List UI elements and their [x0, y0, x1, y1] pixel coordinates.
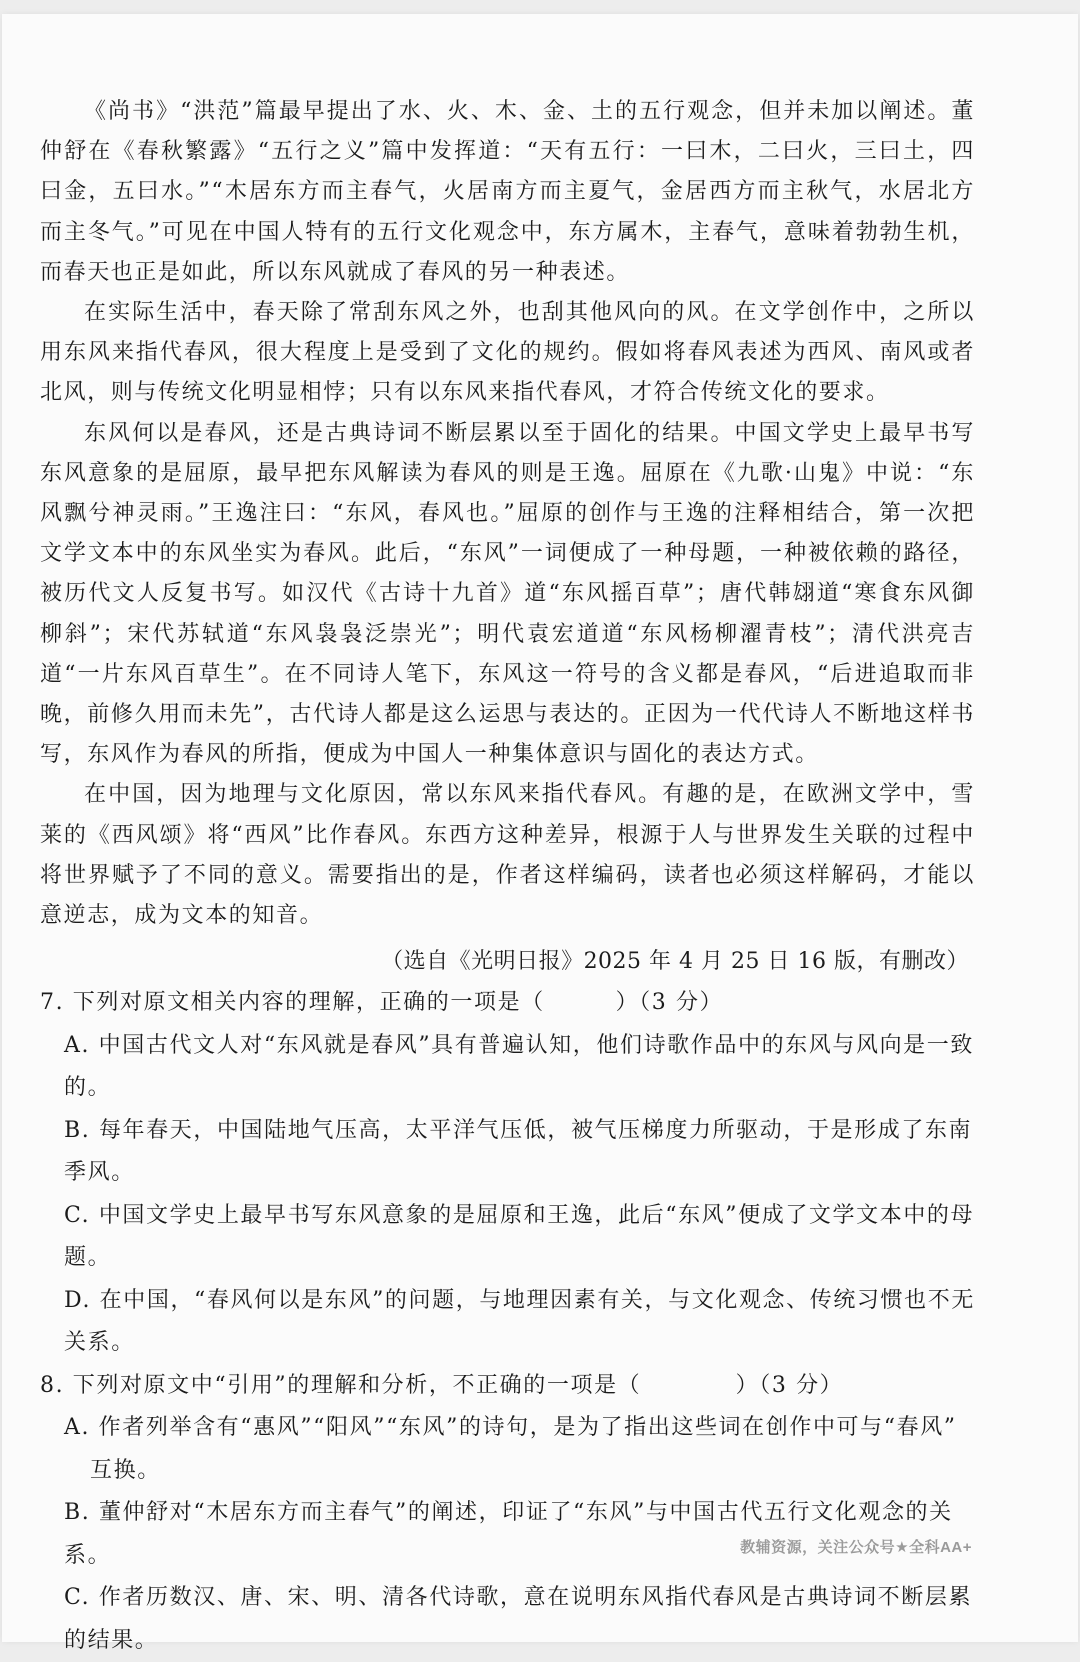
question-7-option-c[interactable]: C. 中国文学史上最早书写东风意象的是屈原和王逸，此后“东风”便成了文学文本中的母题。 — [64, 1202, 975, 1271]
passage-paragraph-4: 在中国，因为地理与文化原因，常以东风来指代春风。有趣的是，在欧洲文学中，雪莱的《西风颂》将“西风”比作春风。东西方这种差异，根源于人与世界发生关联的过程中将世界赋予了不同的意义。需要指出的是，作者这样编码，读者也必须这样解码，才能以意逆志，成为文本的知音。 — [40, 782, 975, 929]
watermark-text: 教辅资源，关注公众号★全科AA+ — [740, 1539, 972, 1556]
question-8-stem: 8. 下列对原文中“引用”的理解和分析，不正确的一项是（ ）（3 分） — [40, 1372, 844, 1398]
question-7 — [40, 982, 975, 1365]
reading-passage — [40, 92, 975, 982]
exam-page — [2, 14, 1078, 1653]
passage-paragraph-2: 在实际生活中，春天除了常刮东风之外，也刮其他风向的风。在文学创作中，之所以用东风来指代春风，很大程度上是受到了文化的规约。假如将春风表述为西风、南风或者北风，则与传统文化明显相悖；只有以东风来指代春风，才符合传统文化的要求。 — [40, 300, 975, 406]
question-8-option-c[interactable]: C. 作者历数汉、唐、宋、明、清各代诗歌，意在说明东风指代春风是古典诗词不断层累的结果。 — [64, 1585, 973, 1653]
question-7-option-b[interactable]: B. 每年春天，中国陆地气压高，太平洋气压低，被气压梯度力所驱动，于是形成了东南季风。 — [64, 1117, 973, 1186]
page-content — [40, 92, 975, 1662]
question-8-option-b[interactable]: B. 董仲舒对“木居东方而主春气”的阐述，印证了“东风”与中国古代五行文化观念的关系。 — [64, 1500, 953, 1568]
passage-paragraph-3: 东风何以是春风，还是古典诗词不断层累以至于固化的结果。中国文学史上最早书写东风意象的是屈原，最早把东风解读为春风的则是王逸。屈原在《九歌·山鬼》中说：“东风飘兮神灵雨。”王逸注曰：“东风，春风也。”屈原的创作与王逸的注释相结合，第一次把文学文本中的东风坐实为春风。此后，“东风”一词便成了一种母题，一种被依赖的路径，被历代文人反复书写。如汉代《古诗十九首》道“东风摇百草”；唐代韩翃道“寒食东风御柳斜”；宋代苏轼道“东风袅袅泛崇光”；明代袁宏道道“东风杨柳濯青枝”；清代洪亮吉道“一片东风百草生”。在不同诗人笔下，东风这一符号的含义都是春风，“后进追取而非晚，前修久用而未先”，古代诗人都是这么运思与表达的。正因为一代代诗人不断地这样书写，东风作为春风的所指，便成为中国人一种集体意识与固化的表达方式。 — [40, 420, 975, 768]
question-8-option-a-line-1: A. 作者列举含有“惠风”“阳风”“东风”的诗句，是为了指出这些词在创作中可与“春风” — [64, 1415, 957, 1441]
question-8-option-a[interactable] — [40, 1407, 975, 1492]
question-8 — [40, 1365, 975, 1662]
question-7-option-a[interactable]: A. 中国古代文人对“东风就是春风”具有普遍认知，他们诗歌作品中的东风与风向是一致的。 — [64, 1032, 974, 1101]
question-7-stem: 7. 下列对原文相关内容的理解，正确的一项是（ ）（3 分） — [40, 990, 724, 1016]
question-8-option-a-line-2: 互换。 — [90, 1457, 161, 1483]
passage-paragraph-1: 《尚书》“洪范”篇最早提出了水、火、木、金、土的五行观念，但并未加以阐述。董仲舒在《春秋繁露》“五行之义”篇中发挥道：“天有五行：一曰木，二曰火，三曰土，四曰金，五曰水。”“木居东方而主春气，火居南方而主夏气，金居西方而主秋气，水居北方而主冬气。”可见在中国人特有的五行文化观念中，东方属木，主春气，意味着勃勃生机，而春天也正是如此，所以东风就成了春风的另一种表述。 — [40, 99, 975, 285]
question-7-option-d[interactable]: D. 在中国，“春风何以是东风”的问题，与地理因素有关，与文化观念、传统习惯也不无关系。 — [64, 1287, 975, 1356]
passage-source: （选自《光明日报》2025 年 4 月 25 日 16 版，有删改） — [381, 949, 969, 975]
